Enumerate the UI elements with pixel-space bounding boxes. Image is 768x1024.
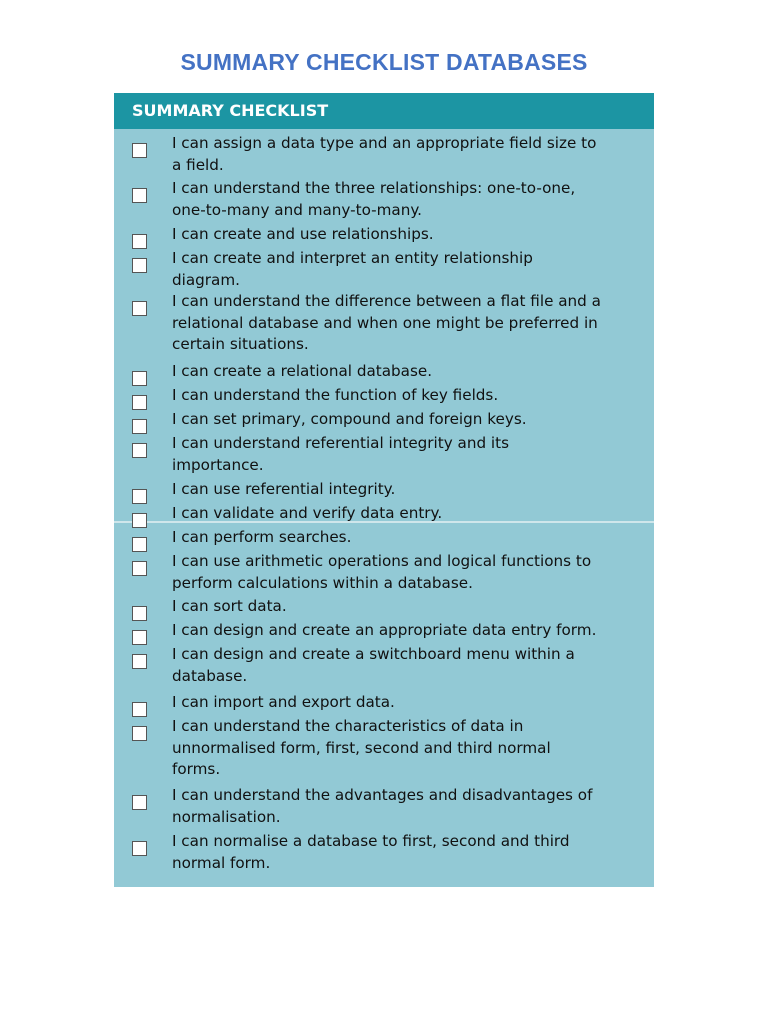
checklist-item-line: I can understand the function of key fields. — [172, 386, 499, 404]
checkbox[interactable] — [132, 188, 147, 203]
checkbox[interactable] — [132, 395, 147, 410]
checklist-item-line: one-to-many and many-to-many. — [172, 200, 423, 219]
checklist-item-text — [172, 644, 650, 687]
checklist-item-line: I can set primary, compound and foreign keys. — [172, 410, 527, 428]
checklist-item-line: I can assign a data type and an appropriate field size to — [172, 134, 597, 152]
checklist-item-line: I can perform searches. — [172, 528, 352, 546]
checklist-item-line: perform calculations within a database. — [172, 573, 473, 592]
checklist-item-line: I can import and export data. — [172, 693, 395, 711]
checklist-item-line: I can design and create a switchboard menu within a — [172, 645, 575, 663]
checklist-item-text — [172, 433, 650, 476]
checklist-item-text — [172, 596, 650, 618]
checklist-item-text — [172, 479, 650, 501]
checkbox[interactable] — [132, 630, 147, 645]
checklist-item-text — [172, 248, 650, 291]
checklist-item-line: normalisation. — [172, 807, 281, 826]
checklist-item-line: I can understand the advantages and disadvantages of — [172, 786, 593, 804]
checklist-item-line: certain situations. — [172, 335, 309, 353]
checklist-item-line: normal form. — [172, 853, 271, 872]
checklist-item-text — [172, 692, 650, 714]
checkbox[interactable] — [132, 419, 147, 434]
checkbox[interactable] — [132, 841, 147, 856]
checklist-item-text — [172, 831, 650, 874]
checklist-item-text — [172, 133, 650, 176]
checklist-item-line: I can sort data. — [172, 597, 287, 615]
checklist-item-line: I can understand the characteristics of data in — [172, 717, 524, 735]
checklist-item-line: I can create and use relationships. — [172, 225, 434, 243]
checklist-item-line: importance. — [172, 455, 264, 474]
checklist-item-line: unnormalised form, first, second and third normal — [172, 738, 551, 757]
checklist-item-line: I can use referential integrity. — [172, 480, 396, 498]
checklist-item-line: database. — [172, 666, 248, 685]
checklist-item-text — [172, 385, 650, 407]
checklist-item-text — [172, 716, 650, 781]
checklist-item-line: forms. — [172, 760, 221, 778]
checklist-item-text — [172, 785, 650, 828]
checkbox[interactable] — [132, 143, 147, 158]
checklist-items — [114, 129, 654, 887]
checkbox[interactable] — [132, 371, 147, 386]
checkbox[interactable] — [132, 234, 147, 249]
checklist-item-text — [172, 409, 650, 431]
checkbox[interactable] — [132, 443, 147, 458]
checklist-header: SUMMARY CHECKLIST — [114, 93, 654, 129]
checklist-item-line: I can understand the three relationships: one-to-one, — [172, 179, 576, 197]
checklist-item-text — [172, 178, 650, 221]
checkbox[interactable] — [132, 513, 147, 528]
checklist-item-line: I can understand the difference between a flat file and a — [172, 292, 601, 310]
checkbox[interactable] — [132, 537, 147, 552]
checklist-item-text — [172, 361, 650, 383]
checkbox[interactable] — [132, 795, 147, 810]
checklist-item-line: I can create a relational database. — [172, 362, 433, 380]
checklist-item-text — [172, 224, 650, 246]
checkbox[interactable] — [132, 654, 147, 669]
checklist-item-line: I can use arithmetic operations and logical functions to — [172, 552, 592, 570]
summary-checklist — [114, 93, 654, 887]
checklist-item-text — [172, 503, 650, 525]
checklist-item-text — [172, 620, 650, 642]
checkbox[interactable] — [132, 561, 147, 576]
checklist-item-text — [172, 291, 650, 356]
checklist-item-line: I can normalise a database to first, second and third — [172, 832, 570, 850]
checklist-item-line: relational database and when one might be preferred in — [172, 313, 598, 332]
checklist-item-line: diagram. — [172, 270, 240, 289]
checklist-item-line: I can validate and verify data entry. — [172, 504, 443, 522]
checkbox[interactable] — [132, 301, 147, 316]
checklist-item-line: I can design and create an appropriate data entry form. — [172, 621, 597, 639]
checklist-item-line: a field. — [172, 155, 224, 174]
checklist-item-line: I can understand referential integrity and its — [172, 434, 510, 452]
checkbox[interactable] — [132, 258, 147, 273]
checkbox[interactable] — [132, 726, 147, 741]
checklist-item-text — [172, 551, 650, 594]
page-title: SUMMARY CHECKLIST DATABASES — [180, 49, 588, 75]
checklist-item-line: I can create and interpret an entity relationship — [172, 249, 533, 267]
checkbox[interactable] — [132, 702, 147, 717]
checkbox[interactable] — [132, 606, 147, 621]
checkbox[interactable] — [132, 489, 147, 504]
checklist-item-text — [172, 527, 650, 549]
